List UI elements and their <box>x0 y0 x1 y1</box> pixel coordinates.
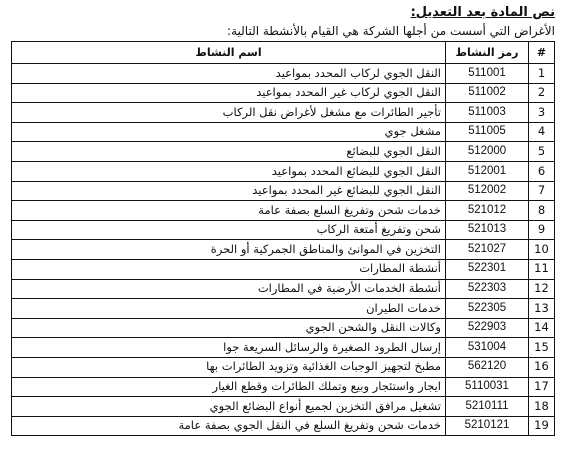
table-row <box>12 83 555 103</box>
row-number: 7 <box>529 181 555 201</box>
activity-code: 5210121 <box>446 416 529 436</box>
activity-name: مطبخ لتجهيز الوجبات الغذائية وتزويد الطائرات بها <box>12 357 446 377</box>
activity-name: أنشطة الخدمات الأرضية في المطارات <box>12 279 446 299</box>
table-row <box>12 201 555 221</box>
table-row <box>12 397 555 417</box>
activity-name: شحن وتفريغ أمتعة الركاب <box>12 220 446 240</box>
header-code: رمز النشاط <box>446 42 529 64</box>
table-row <box>12 299 555 319</box>
activity-code: 512002 <box>446 181 529 201</box>
activity-code: 511001 <box>446 64 529 84</box>
table-row <box>12 318 555 338</box>
table-row <box>12 377 555 397</box>
section-heading: نص المادة بعد التعديل: <box>410 5 555 20</box>
activity-name: النقل الجوي للبضائع غير المحدد بمواعيد <box>12 181 446 201</box>
table-row <box>12 279 555 299</box>
activity-name: النقل الجوي لركاب المحدد بمواعيد <box>12 64 446 84</box>
row-number: 4 <box>529 122 555 142</box>
row-number: 5 <box>529 142 555 162</box>
row-number: 11 <box>529 259 555 279</box>
activity-name: النقل الجوي للبضائع المحدد بمواعيد <box>12 161 446 181</box>
activity-code: 521027 <box>446 240 529 260</box>
activity-name: إرسال الطرود الصغيرة والرسائل السريعة جوا <box>12 338 446 358</box>
row-number: 14 <box>529 318 555 338</box>
activity-name: خدمات شحن وتفريغ السلع في النقل الجوي بصفة عامة <box>12 416 446 436</box>
table-row <box>12 142 555 162</box>
row-number: 16 <box>529 357 555 377</box>
activities-table <box>11 41 555 436</box>
activity-name: النقل الجوي للبضائع <box>12 142 446 162</box>
row-number: 1 <box>529 64 555 84</box>
activity-code: 512001 <box>446 161 529 181</box>
table-row <box>12 161 555 181</box>
activity-name: تأجير الطائرات مع مشغل لأغراض نقل الركاب <box>12 103 446 123</box>
activity-code: 521013 <box>446 220 529 240</box>
activity-name: خدمات شحن وتفريغ السلع بصفة عامة <box>12 201 446 221</box>
row-number: 8 <box>529 201 555 221</box>
activity-code: 562120 <box>446 357 529 377</box>
activity-code: 511005 <box>446 122 529 142</box>
table-row <box>12 181 555 201</box>
row-number: 6 <box>529 161 555 181</box>
row-number: 13 <box>529 299 555 319</box>
table-row <box>12 220 555 240</box>
activity-name: مشغل جوي <box>12 122 446 142</box>
table-row <box>12 122 555 142</box>
row-number: 12 <box>529 279 555 299</box>
intro-text: الأغراض التي أسست من أجلها الشركة هي القيام بالأنشطة التالية: <box>227 24 555 38</box>
activity-code: 512000 <box>446 142 529 162</box>
activity-code: 511002 <box>446 83 529 103</box>
row-number: 2 <box>529 83 555 103</box>
table-row <box>12 103 555 123</box>
table-header-row <box>12 42 555 64</box>
activity-code: 531004 <box>446 338 529 358</box>
table-row <box>12 64 555 84</box>
activity-name: التخزين في الموانئ والمناطق الجمركية أو الحرة <box>12 240 446 260</box>
table-row <box>12 357 555 377</box>
row-number: 10 <box>529 240 555 260</box>
activity-code: 522301 <box>446 259 529 279</box>
header-number: # <box>529 42 555 64</box>
header-name: اسم النشاط <box>12 42 446 64</box>
row-number: 3 <box>529 103 555 123</box>
activity-code: 5210111 <box>446 397 529 417</box>
activity-code: 522903 <box>446 318 529 338</box>
row-number: 15 <box>529 338 555 358</box>
activity-name: النقل الجوي لركاب غير المحدد بمواعيد <box>12 83 446 103</box>
activity-name: ايجار واستئجار وبيع وتملك الطائرات وقطع الغيار <box>12 377 446 397</box>
row-number: 18 <box>529 397 555 417</box>
table-row <box>12 416 555 436</box>
row-number: 17 <box>529 377 555 397</box>
activity-name: تشغيل مرافق التخزين لجميع أنواع البضائع الجوي <box>12 397 446 417</box>
row-number: 9 <box>529 220 555 240</box>
table-row <box>12 240 555 260</box>
activity-name: وكالات النقل والشحن الجوي <box>12 318 446 338</box>
table-row <box>12 259 555 279</box>
activity-code: 522303 <box>446 279 529 299</box>
activity-code: 5110031 <box>446 377 529 397</box>
activity-code: 521012 <box>446 201 529 221</box>
activity-code: 511003 <box>446 103 529 123</box>
activity-name: أنشطة المطارات <box>12 259 446 279</box>
activity-code: 522305 <box>446 299 529 319</box>
table-row <box>12 338 555 358</box>
row-number: 19 <box>529 416 555 436</box>
activity-name: خدمات الطيران <box>12 299 446 319</box>
